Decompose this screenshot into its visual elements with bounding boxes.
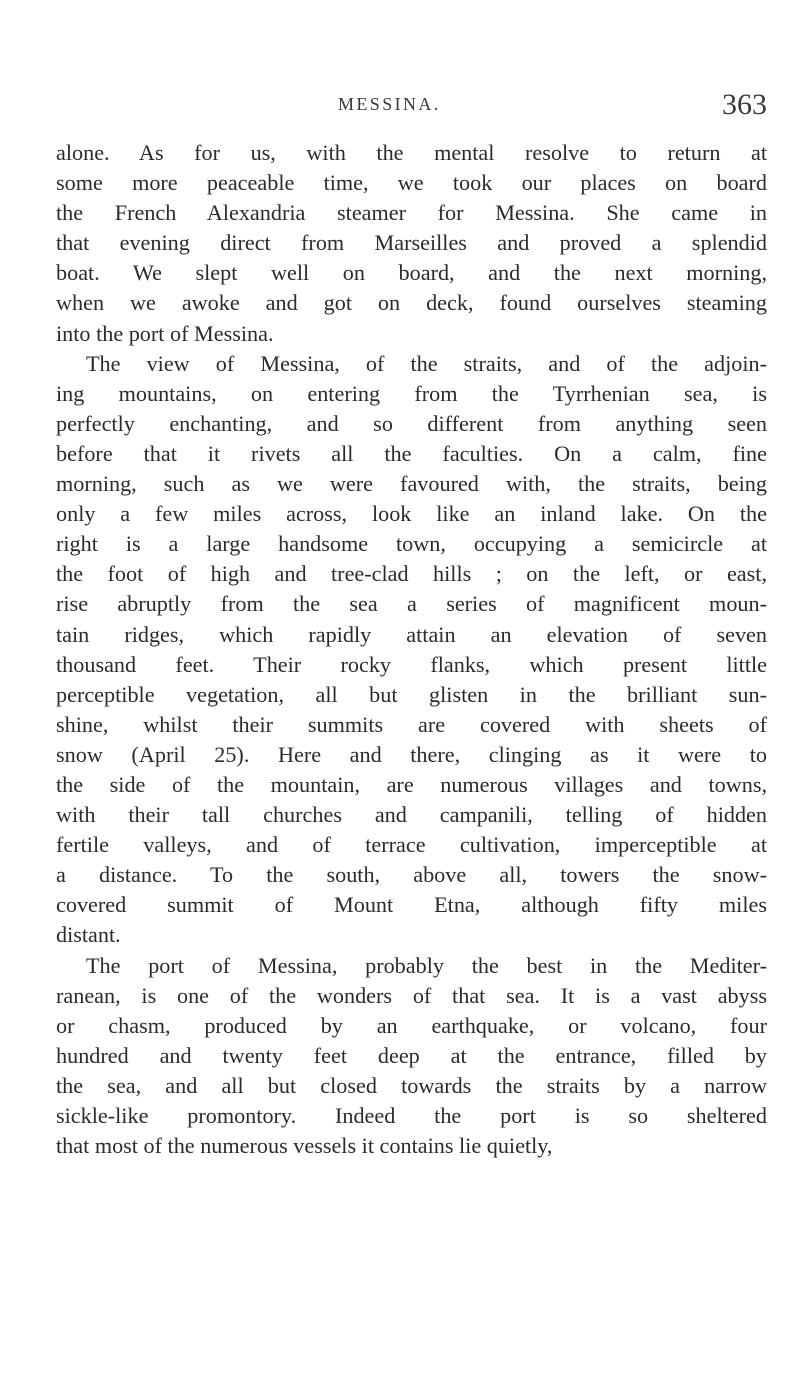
text-line: ranean, is one of the wonders of that sea. It is a vast abyss [56, 982, 767, 1008]
text-line: sickle-like promontory. Indeed the port is so sheltered [56, 1103, 767, 1128]
text-line: only a few miles across, look like an inland lake. On the [56, 501, 767, 527]
text-line: ing mountains, on entering from the Tyrrhenian sea, is [56, 380, 767, 406]
text-line: hundred and twenty feet deep at the entrance, filled by [56, 1042, 767, 1068]
text-line: fertile valleys, and of terrace cultivation, imperceptible at [56, 832, 767, 858]
running-head [56, 88, 767, 128]
text-line: covered summit of Mount Etna, although fifty miles [56, 892, 767, 918]
body-text [56, 138, 767, 1161]
text-line: or chasm, produced by an earthquake, or volcano, four [56, 1012, 767, 1038]
paragraph [56, 951, 767, 1162]
paragraph [56, 138, 767, 349]
text-line: that evening direct from Marseilles and proved a splendid [56, 230, 767, 256]
text-line: that most of the numerous vessels it contains lie quietly, [56, 1133, 553, 1159]
text-line: the French Alexandria steamer for Messina. She came in [56, 200, 767, 226]
text-line: alone. As for us, with the mental resolve to return at [56, 140, 767, 165]
text-line: the foot of high and tree-clad hills ; on the left, or east, [56, 561, 767, 587]
text-line: boat. We slept well on board, and the next morning, [56, 260, 767, 286]
text-line: rise abruptly from the sea a series of magnificent moun- [56, 591, 767, 617]
text-line: a distance. To the south, above all, towers the snow- [56, 862, 767, 888]
text-line: distant. [56, 922, 121, 948]
text-line: right is a large handsome town, occupying a semicircle at [56, 531, 767, 557]
running-title: MESSINA. [338, 94, 441, 114]
text-line: before that it rivets all the faculties. On a calm, fine [56, 440, 767, 466]
text-line: perceptible vegetation, all but glisten in the brilliant sun- [56, 681, 767, 707]
text-line: The port of Messina, probably the best in the Mediter- [86, 952, 767, 978]
text-line: perfectly enchanting, and so different from anything seen [56, 410, 767, 436]
text-line: the sea, and all but closed towards the straits by a narrow [56, 1072, 767, 1098]
text-line: shine, whilst their summits are covered with sheets of [56, 711, 767, 737]
text-line: with their tall churches and campanili, telling of hidden [56, 802, 767, 828]
text-line: some more peaceable time, we took our places on board [56, 170, 767, 196]
text-line: when we awoke and got on deck, found ourselves steaming [56, 290, 767, 316]
text-line: thousand feet. Their rocky flanks, which present little [56, 651, 767, 677]
text-line: snow (April 25). Here and there, clinging as it were to [56, 741, 767, 767]
text-line: tain ridges, which rapidly attain an elevation of seven [56, 621, 767, 647]
text-line: The view of Messina, of the straits, and of the adjoin- [86, 350, 767, 376]
text-line: into the port of Messina. [56, 320, 274, 346]
paragraph [56, 349, 767, 951]
page-number: 363 [722, 88, 767, 121]
text-line: the side of the mountain, are numerous villages and towns, [56, 771, 767, 797]
text-line: morning, such as we were favoured with, the straits, being [56, 471, 767, 497]
